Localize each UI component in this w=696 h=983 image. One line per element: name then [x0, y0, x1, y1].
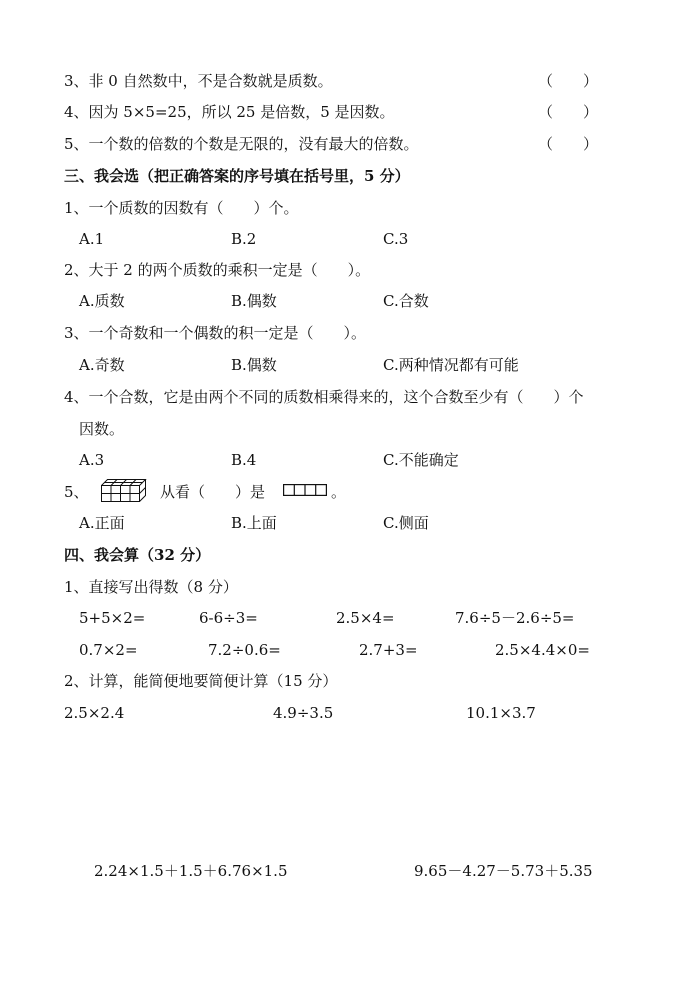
q4-option-c: C.不能确定 [383, 451, 459, 469]
judge-question-5: 5、一个数的倍数的个数是无限的，没有最大的倍数。 [64, 135, 419, 153]
answer-paren-4[interactable]: （ ） [538, 103, 599, 121]
q3-option-a: A.奇数 [79, 356, 125, 374]
q3-option-c: C.两种情况都有可能 [383, 356, 519, 374]
part-1-title: 1、直接写出得数（8 分） [64, 578, 238, 596]
choice-question-5-text: 从看（ ）是 [160, 483, 266, 501]
q5-option-a: A.正面 [79, 514, 125, 532]
q2-option-a: A.质数 [79, 292, 125, 310]
q1-option-c: C.3 [383, 230, 409, 248]
oral-calc-2: 6-6÷3= [199, 609, 258, 627]
oral-calc-3: 2.5×4= [336, 609, 395, 627]
choice-question-1: 1、一个质数的因数有（ ）个。 [64, 199, 299, 217]
oral-calc-6: 7.2÷0.6= [208, 641, 281, 659]
choice-question-4-line2: 因数。 [79, 420, 125, 438]
answer-paren-3[interactable]: （ ） [538, 72, 599, 90]
cube-stack-figure [101, 479, 147, 503]
choice-question-3: 3、一个奇数和一个偶数的积一定是（ ）。 [64, 324, 367, 342]
q5-option-b: B.上面 [231, 514, 277, 532]
q3-option-b: B.偶数 [231, 356, 277, 374]
oral-calc-8: 2.5×4.4×0= [495, 641, 590, 659]
choice-question-4-line1: 4、一个合数，它是由两个不同的质数相乘得来的，这个合数至少有（ ）个 [64, 388, 584, 406]
oral-calc-5: 0.7×2= [79, 641, 138, 659]
written-calc-1: 2.5×2.4 [64, 704, 125, 722]
part-2-title: 2、计算，能简便地要简便计算（15 分） [64, 672, 338, 690]
written-calc-3: 10.1×3.7 [466, 704, 536, 722]
q1-option-b: B.2 [231, 230, 257, 248]
choice-question-2: 2、大于 2 的两个质数的乘积一定是（ ）。 [64, 261, 371, 279]
judge-question-4: 4、因为 5×5=25，所以 25 是倍数，5 是因数。 [64, 103, 395, 121]
answer-paren-5[interactable]: （ ） [538, 135, 599, 153]
oral-calc-4: 7.6÷5－2.6÷5= [455, 609, 575, 627]
oral-calc-1: 5+5×2= [79, 609, 146, 627]
section-3-title: 三、我会选（把正确答案的序号填在括号里，5 分） [64, 167, 410, 185]
section-4-title: 四、我会算（32 分） [64, 546, 211, 564]
choice-question-5-end: 。 [331, 483, 347, 501]
q4-option-b: B.4 [231, 451, 257, 469]
q5-option-c: C.侧面 [383, 514, 429, 532]
written-calc-2: 4.9÷3.5 [273, 704, 334, 722]
written-calc-5: 9.65－4.27－5.73＋5.35 [414, 862, 593, 880]
oral-calc-7: 2.7+3= [359, 641, 418, 659]
written-calc-4: 2.24×1.5＋1.5＋6.76×1.5 [94, 862, 288, 880]
four-squares-figure [283, 484, 327, 496]
choice-question-5-number: 5、 [64, 483, 89, 501]
q2-option-b: B.偶数 [231, 292, 277, 310]
q2-option-c: C.合数 [383, 292, 429, 310]
q4-option-a: A.3 [79, 451, 105, 469]
judge-question-3: 3、非 0 自然数中，不是合数就是质数。 [64, 72, 333, 90]
q1-option-a: A.1 [79, 230, 105, 248]
